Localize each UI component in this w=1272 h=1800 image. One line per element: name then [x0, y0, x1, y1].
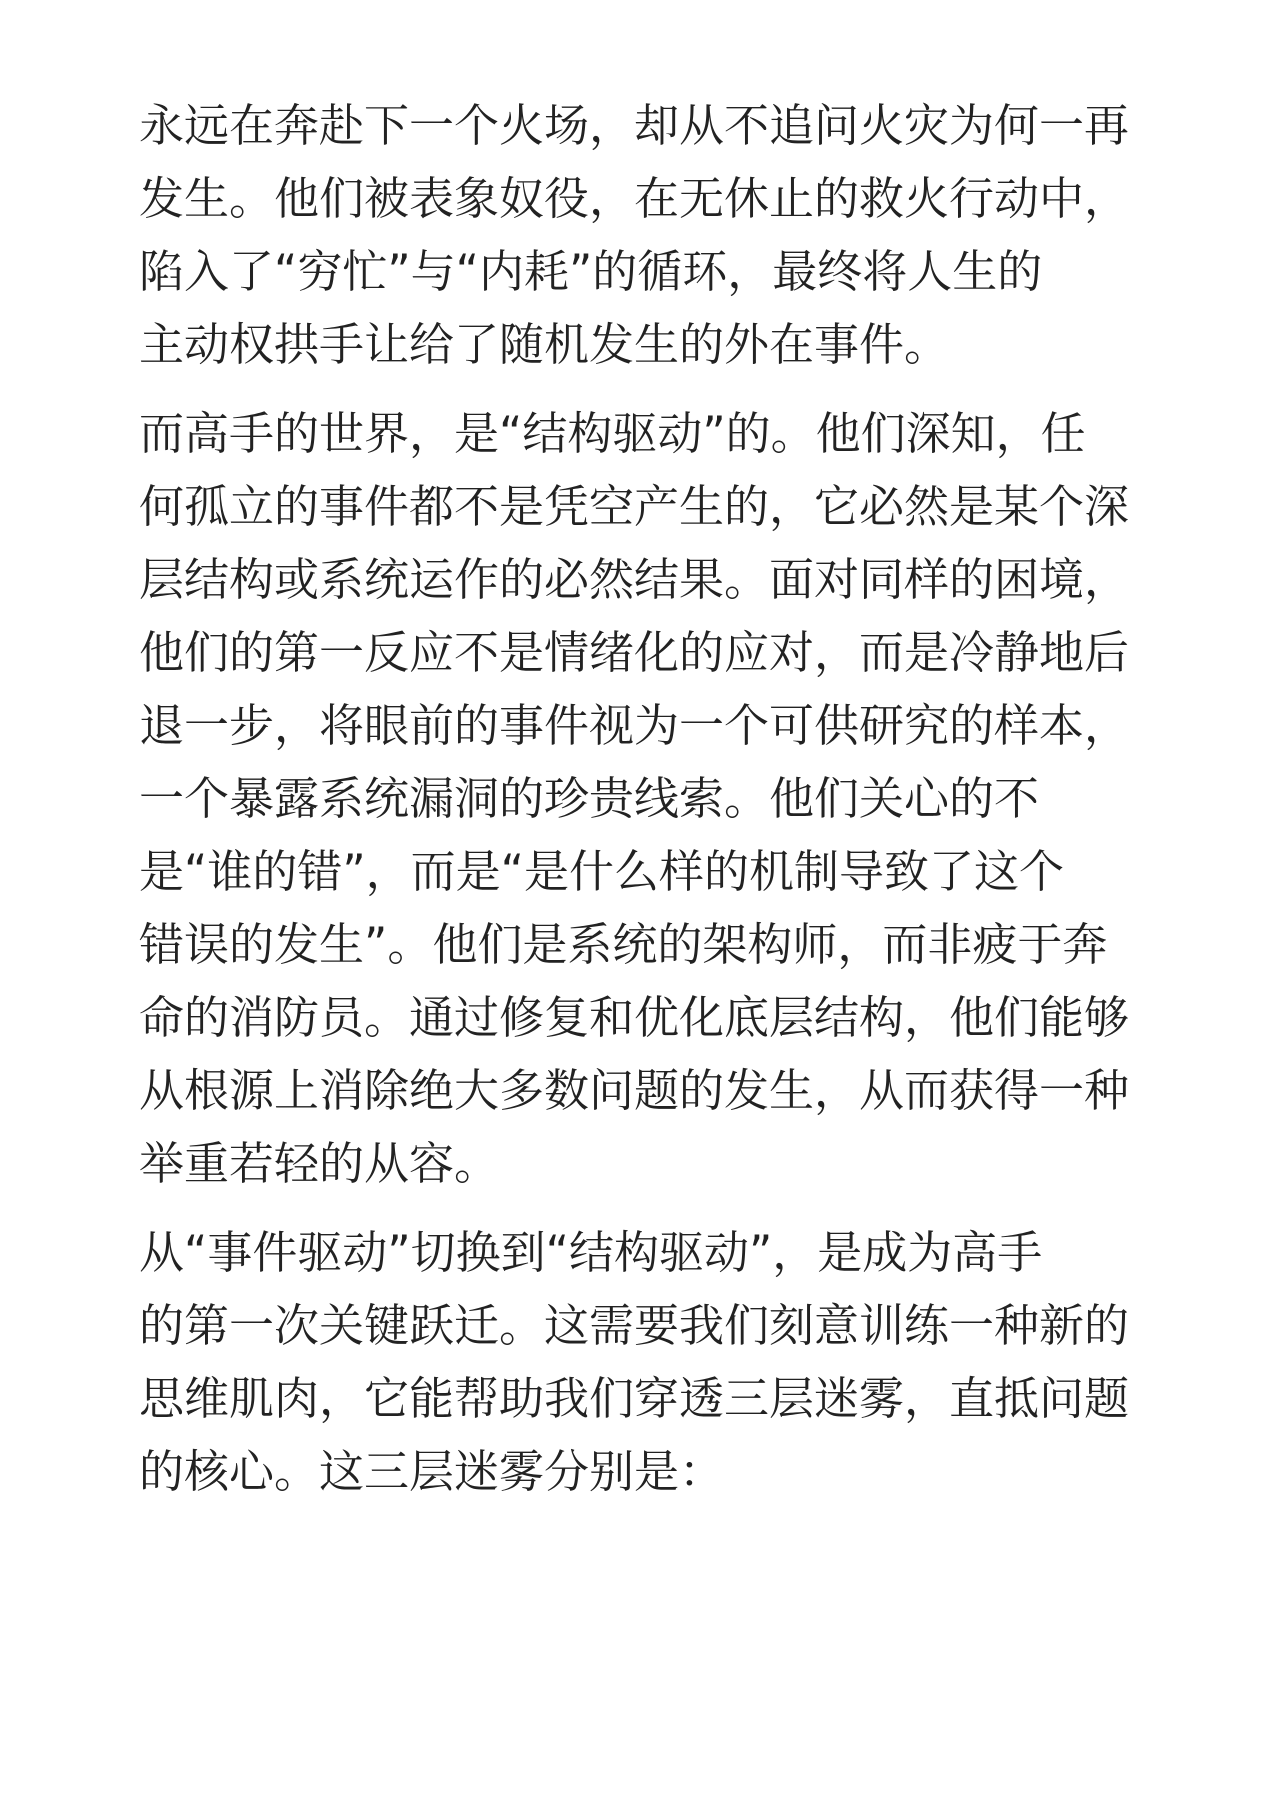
paragraph-line: 从根源上消除绝大多数问题的发生，从而获得一种: [139, 1064, 1130, 1117]
paragraph-line: 而高手的世界，是“结构驱动”的。他们深知，任: [139, 407, 1086, 460]
paragraph-line: 是“谁的错”，而是“是什么样的机制导致了这个: [139, 845, 1064, 898]
paragraph-line: 举重若轻的从容。: [139, 1137, 500, 1190]
paragraph-line: 错误的发生”。他们是系统的架构师，而非疲于奔: [139, 918, 1108, 971]
paragraph-line: 陷入了“穷忙”与“内耗”的循环，最终将人生的: [139, 245, 1043, 298]
body-text: [139, 89, 1139, 1508]
paragraph-1: [139, 89, 1139, 381]
paragraph-line: 退一步，将眼前的事件视为一个可供研究的样本，: [139, 699, 1130, 752]
paragraph-line: 的核心。这三层迷雾分别是：: [139, 1445, 725, 1498]
paragraph-line: 主动权拱手让给了随机发生的外在事件。: [139, 318, 950, 371]
paragraph-2: [139, 397, 1139, 1200]
paragraph-3: [139, 1216, 1139, 1508]
paragraph-line: 思维肌肉，它能帮助我们穿透三层迷雾，直抵问题: [139, 1372, 1130, 1425]
paragraph-line: 何孤立的事件都不是凭空产生的，它必然是某个深: [139, 480, 1130, 533]
paragraph-line: 一个暴露系统漏洞的珍贵线索。他们关心的不: [139, 772, 1040, 825]
paragraph-line: 永远在奔赴下一个火场，却从不追问火灾为何一再: [139, 99, 1130, 152]
paragraph-line: 他们的第一反应不是情绪化的应对，而是冷静地后: [139, 626, 1130, 679]
paragraph-line: 发生。他们被表象奴役，在无休止的救火行动中，: [139, 172, 1130, 225]
paragraph-line: 的第一次关键跃迁。这需要我们刻意训练一种新的: [139, 1299, 1130, 1352]
paragraph-line: 层结构或系统运作的必然结果。面对同样的困境，: [139, 553, 1130, 606]
paragraph-line: 命的消防员。通过修复和优化底层结构，他们能够: [139, 991, 1130, 1044]
paragraph-line: 从“事件驱动”切换到“结构驱动”，是成为高手: [139, 1226, 1043, 1279]
